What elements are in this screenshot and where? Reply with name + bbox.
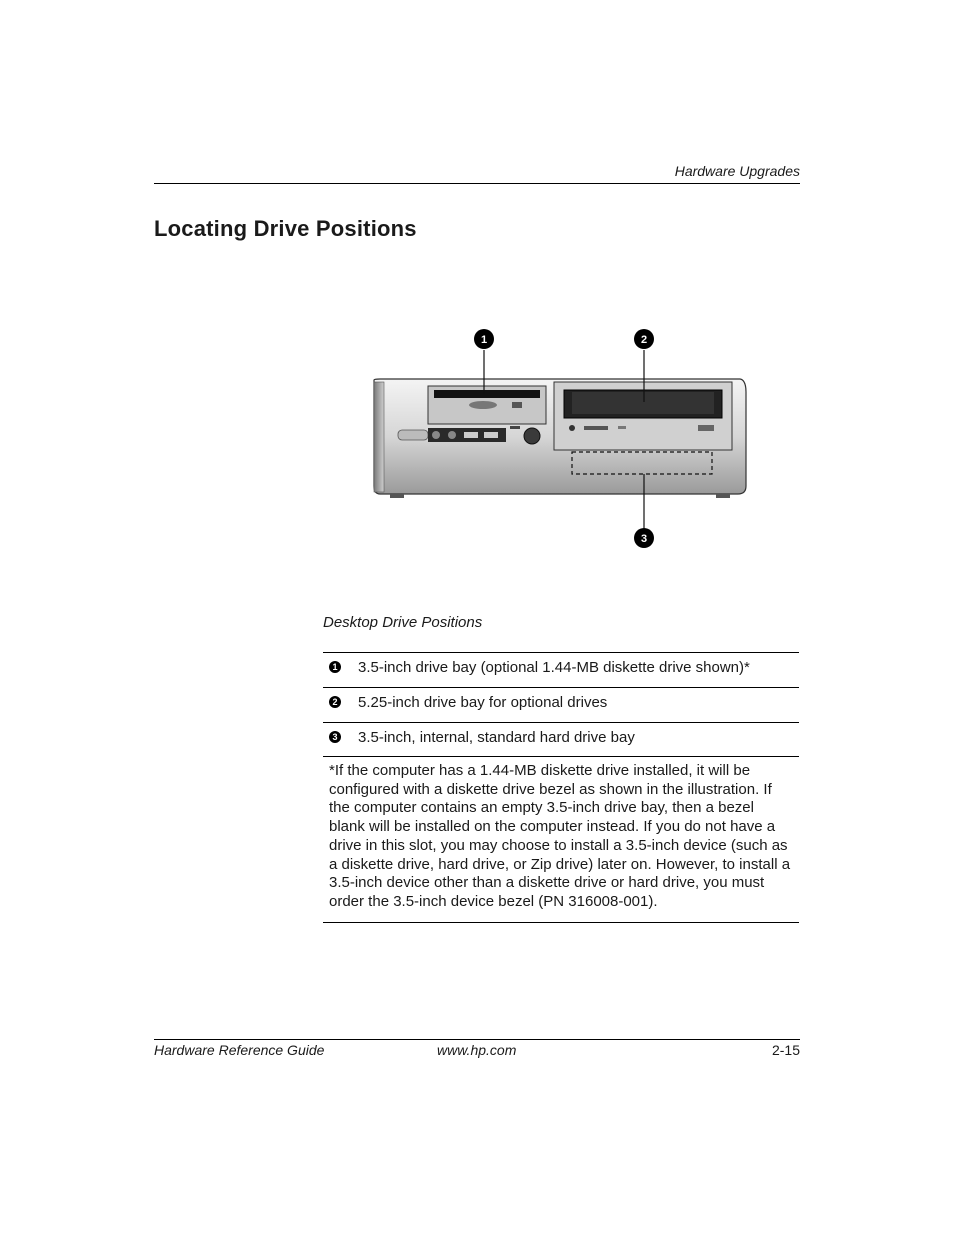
- page-title: Locating Drive Positions: [154, 216, 417, 241]
- legend-row: [323, 653, 799, 688]
- optical-drive-face: [572, 392, 714, 414]
- left-foot: [390, 494, 404, 498]
- callout-label-3: 3: [640, 533, 648, 545]
- legend-text: 3.5-inch drive bay (optional 1.44-MB diskette drive shown)*: [358, 659, 750, 676]
- number-badge: 1: [329, 661, 341, 673]
- drive-positions-figure: [360, 322, 760, 557]
- number-badge: 2: [329, 696, 341, 708]
- right-foot: [716, 494, 730, 498]
- page-number: 2-15: [771, 1042, 800, 1058]
- callout-label-2: 2: [640, 334, 648, 346]
- callout-label-1: 1: [480, 334, 488, 346]
- diskette-light: [512, 402, 522, 408]
- usb-port: [484, 432, 498, 438]
- legend-note: *If the computer has a 1.44-MB diskette drive installed, it will be configured with a diskette drive bezel as shown in the illustration. If the computer contains an empty 3.5-inch drive bay, then a bezel blank will be installed on the computer instead. If you do not have a drive in this slot, you may choose to install a 3.5-inch device (such as a diskette drive, hard drive, or Zip drive) later on. However, to install a 3.5-inch device other than a diskette drive or hard drive, you must order the 3.5-inch device bezel (PN 316008-001).: [323, 757, 799, 923]
- usb-port: [464, 432, 478, 438]
- legend-row: [323, 688, 799, 723]
- legend-text: 3.5-inch, internal, standard hard drive bay: [358, 729, 635, 746]
- footer-url: www.hp.com: [437, 1042, 517, 1058]
- footer-rule: [154, 1039, 800, 1040]
- optical-eject: [698, 425, 714, 431]
- footer-guide-title: Hardware Reference Guide: [154, 1042, 325, 1058]
- computer-illustration: [360, 322, 760, 557]
- volume-control: [584, 426, 608, 430]
- diskette-slot: [434, 390, 540, 398]
- power-button: [524, 428, 540, 444]
- status-light: [510, 426, 520, 429]
- eject-button: [469, 401, 497, 409]
- chassis-side: [374, 382, 384, 492]
- drive-light: [618, 426, 626, 429]
- header-rule: [154, 183, 800, 184]
- power-bar: [398, 430, 428, 440]
- running-header: Hardware Upgrades: [674, 163, 800, 179]
- figure-caption: Desktop Drive Positions: [323, 614, 483, 631]
- legend-row: [323, 723, 799, 757]
- audio-jack: [432, 431, 440, 439]
- legend-text: 5.25-inch drive bay for optional drives: [358, 694, 608, 711]
- legend-table: [323, 652, 799, 923]
- headphone-jack: [569, 425, 575, 431]
- audio-jack: [448, 431, 456, 439]
- number-badge: 3: [329, 731, 341, 743]
